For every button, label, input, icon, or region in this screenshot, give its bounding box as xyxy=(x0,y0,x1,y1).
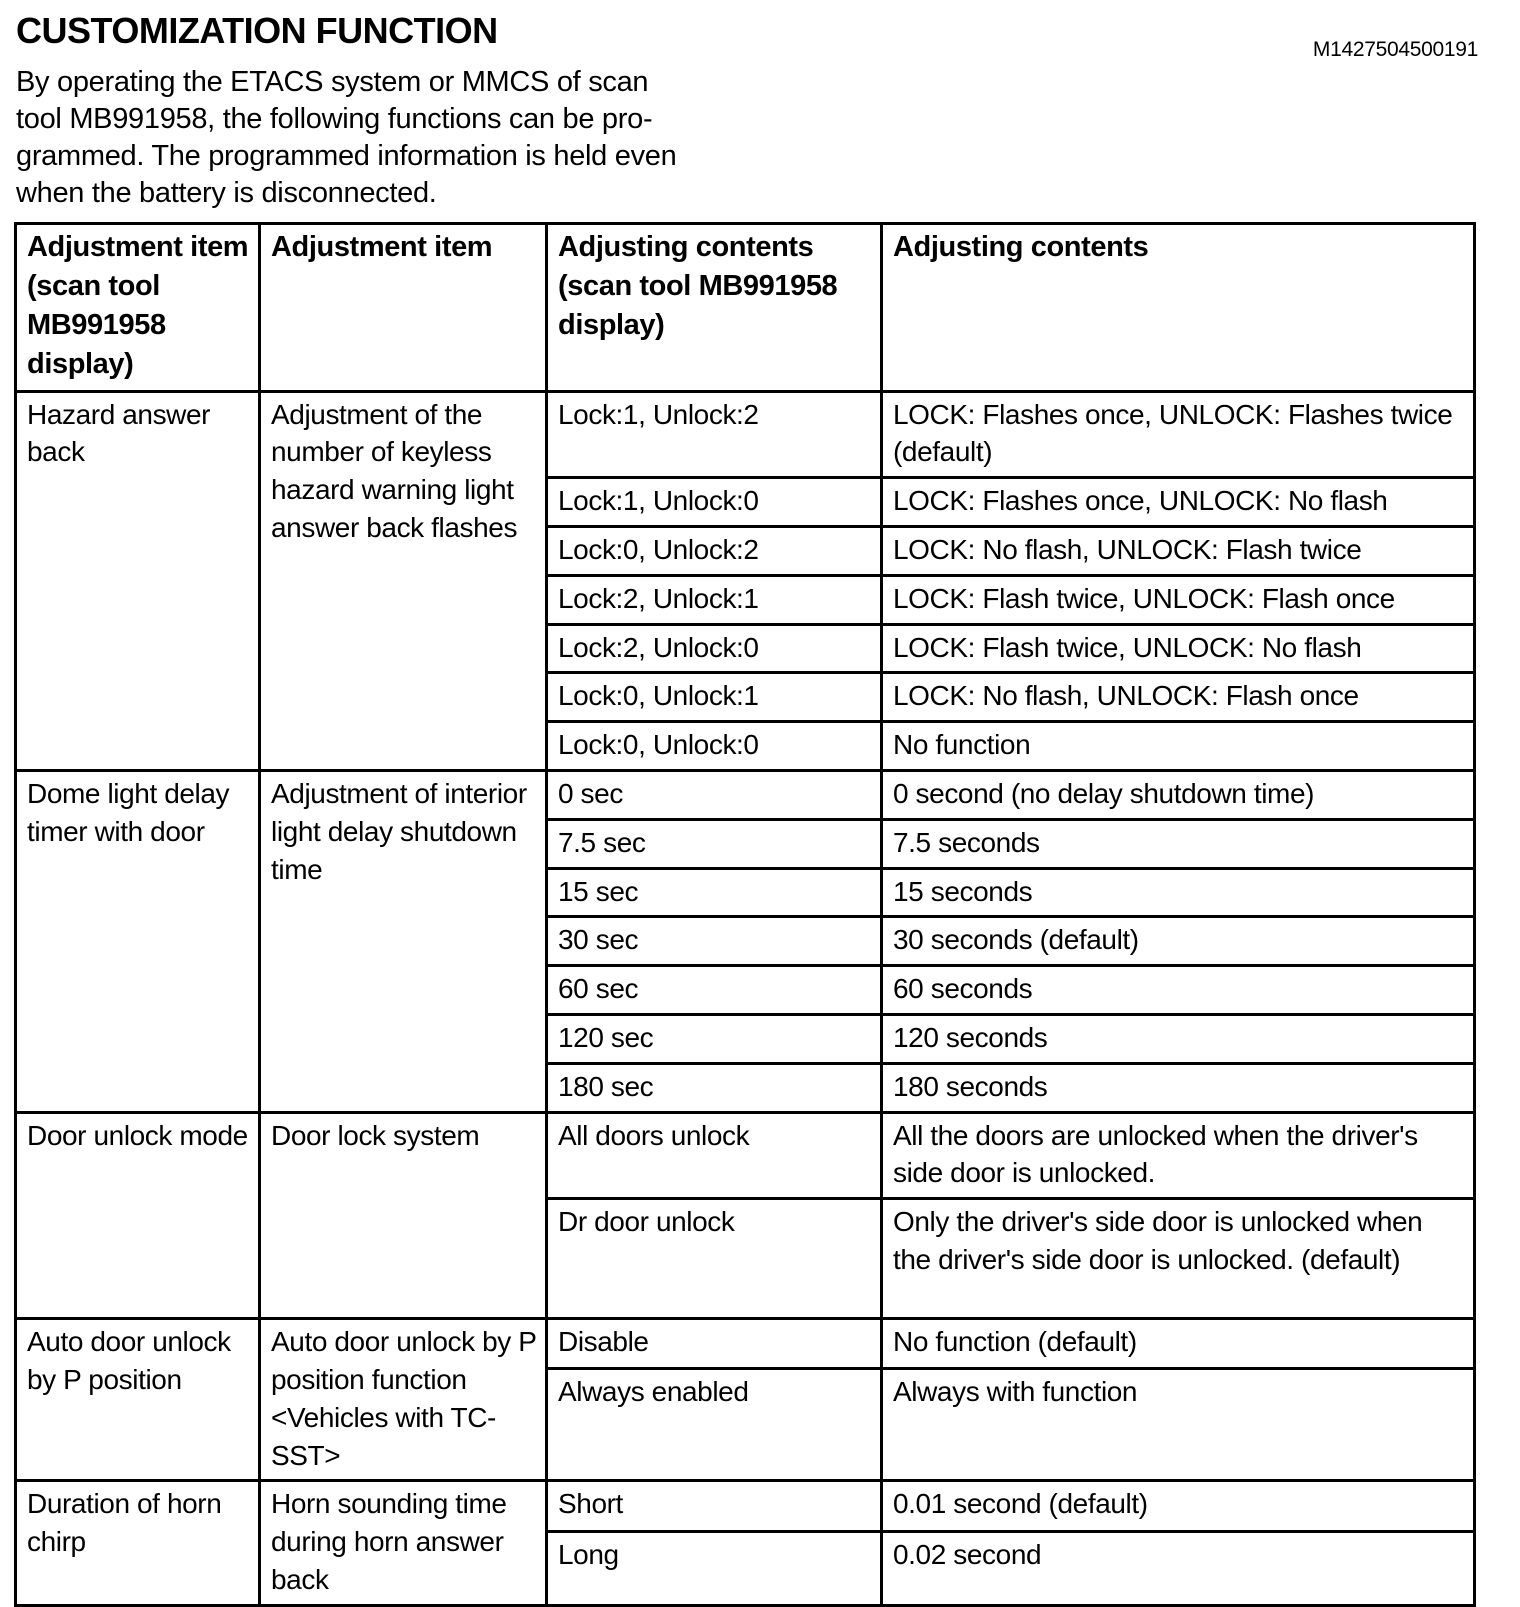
cell-content: Lock:0, Unlock:0 xyxy=(547,722,882,771)
cell-adjustment-item: Dome light delay timer with door xyxy=(16,770,260,1112)
intro-line: By operating the ETACS system or MMCS of scan xyxy=(16,66,649,98)
cell-adjustment-description: Auto door unlock by P position function <Vehicles with TC-SST> xyxy=(260,1319,547,1481)
cell-meaning: 120 seconds xyxy=(882,1014,1475,1063)
cell-meaning: 0.02 second xyxy=(882,1532,1475,1605)
cell-content: Dr door unlock xyxy=(547,1199,882,1319)
cell-meaning: Only the driver's side door is unlocked when the driver's side door is unlocked. (default) xyxy=(882,1199,1475,1319)
cell-adjustment-description: Adjustment of interior light delay shutdown time xyxy=(260,770,547,1112)
cell-meaning: No function xyxy=(882,722,1475,771)
cell-meaning: LOCK: Flash twice, UNLOCK: No flash xyxy=(882,624,1475,673)
table-row xyxy=(16,1481,1475,1532)
cell-meaning: LOCK: Flashes once, UNLOCK: No flash xyxy=(882,478,1475,527)
cell-content: Lock:1, Unlock:0 xyxy=(547,478,882,527)
cell-meaning: 15 seconds xyxy=(882,868,1475,917)
header-adjusting-contents: Adjusting contents xyxy=(882,224,1475,392)
cell-meaning: 60 seconds xyxy=(882,966,1475,1015)
cell-adjustment-description: Horn sounding time during horn answer back xyxy=(260,1481,547,1605)
cell-adjustment-description: Door lock system xyxy=(260,1112,547,1319)
intro-line: grammed. The programmed information is held even xyxy=(16,140,677,172)
cell-content: Lock:2, Unlock:1 xyxy=(547,575,882,624)
cell-meaning: LOCK: No flash, UNLOCK: Flash twice xyxy=(882,526,1475,575)
customization-table xyxy=(14,222,1476,1607)
cell-meaning: LOCK: Flash twice, UNLOCK: Flash once xyxy=(882,575,1475,624)
cell-meaning: No function (default) xyxy=(882,1319,1475,1369)
table-header-row xyxy=(16,224,1475,392)
cell-content: 60 sec xyxy=(547,966,882,1015)
cell-meaning: 180 seconds xyxy=(882,1063,1475,1112)
intro-line: tool MB991958, the following functions can be pro- xyxy=(16,103,653,135)
intro-paragraph xyxy=(16,64,1506,212)
cell-content: 15 sec xyxy=(547,868,882,917)
cell-content: Short xyxy=(547,1481,882,1532)
table-row xyxy=(16,1319,1475,1369)
cell-adjustment-description: Adjustment of the number of keyless hazard warning light answer back flashes xyxy=(260,391,547,770)
table-row xyxy=(16,770,1475,819)
header-adjusting-contents-scan: Adjusting contents (scan tool MB991958 display) xyxy=(547,224,882,392)
cell-meaning: All the doors are unlocked when the driver's side door is unlocked. xyxy=(882,1112,1475,1199)
cell-content: 30 sec xyxy=(547,917,882,966)
cell-meaning: 0.01 second (default) xyxy=(882,1481,1475,1532)
cell-adjustment-item: Hazard answer back xyxy=(16,391,260,770)
cell-content: All doors unlock xyxy=(547,1112,882,1199)
cell-content: 180 sec xyxy=(547,1063,882,1112)
cell-meaning: 30 seconds (default) xyxy=(882,917,1475,966)
intro-line: when the battery is disconnected. xyxy=(16,177,437,209)
cell-adjustment-item: Door unlock mode xyxy=(16,1112,260,1319)
cell-content: 120 sec xyxy=(547,1014,882,1063)
page-title: CUSTOMIZATION FUNCTION xyxy=(16,10,498,51)
cell-content: Long xyxy=(547,1532,882,1605)
cell-content: 0 sec xyxy=(547,770,882,819)
cell-content: Lock:1, Unlock:2 xyxy=(547,391,882,478)
table-row xyxy=(16,391,1475,478)
header-adjustment-item-scan: Adjustment item (scan tool MB991958 display) xyxy=(16,224,260,392)
cell-meaning: 7.5 seconds xyxy=(882,819,1475,868)
document-id: M1427504500191 xyxy=(1312,38,1478,61)
cell-content: Lock:0, Unlock:2 xyxy=(547,526,882,575)
cell-content: Lock:0, Unlock:1 xyxy=(547,673,882,722)
cell-content: Disable xyxy=(547,1319,882,1369)
cell-content: Lock:2, Unlock:0 xyxy=(547,624,882,673)
cell-content: Always enabled xyxy=(547,1368,882,1480)
table-row xyxy=(16,1112,1475,1199)
cell-content: 7.5 sec xyxy=(547,819,882,868)
cell-adjustment-item: Auto door unlock by P position xyxy=(16,1319,260,1481)
cell-meaning: Always with function xyxy=(882,1368,1475,1480)
cell-meaning: LOCK: No flash, UNLOCK: Flash once xyxy=(882,673,1475,722)
cell-meaning: 0 second (no delay shutdown time) xyxy=(882,770,1475,819)
header-adjustment-item: Adjustment item xyxy=(260,224,547,392)
cell-meaning: LOCK: Flashes once, UNLOCK: Flashes twice (default) xyxy=(882,391,1475,478)
cell-adjustment-item: Duration of horn chirp xyxy=(16,1481,260,1605)
